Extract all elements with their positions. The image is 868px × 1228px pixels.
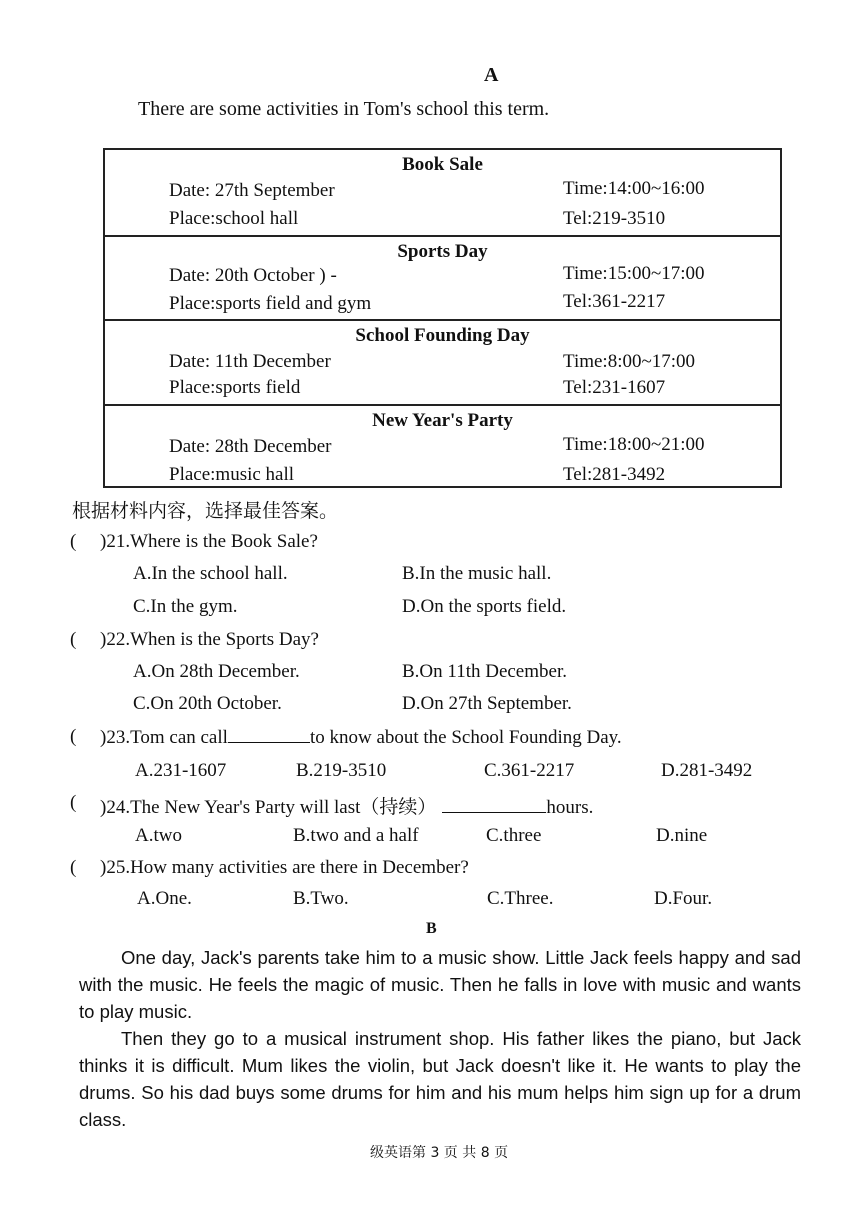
activities-table xyxy=(103,148,782,488)
passage-paragraph: Then they go to a musical instrument shop. His father likes the piano, but Jack thinks it is difficult. Mum likes the violin, but Jack doesn't like it. He wants to play the drums. So his dad buys some drums for him and his mum helps him sign up for a drum class. xyxy=(79,1028,801,1130)
question-paren: ( xyxy=(70,726,77,747)
question-stem xyxy=(100,792,593,819)
activity-date: Date: 28th December xyxy=(169,436,332,457)
activity-name: School Founding Day xyxy=(355,325,530,346)
option[interactable]: B.219-3510 xyxy=(296,760,387,781)
activity-tel: Tel:281-3492 xyxy=(563,464,666,485)
option[interactable]: C.Three. xyxy=(487,888,554,909)
question-stem-after: to know about the School Founding Day. xyxy=(309,727,622,748)
activity-time: Time:18:00~21:00 xyxy=(563,434,705,455)
activity-name: New Year's Party xyxy=(372,410,513,431)
activity-place: Place:sports field xyxy=(169,377,301,398)
section-a-title: A xyxy=(484,64,499,86)
activity-row xyxy=(105,150,780,235)
section-b-title: B xyxy=(426,920,437,937)
option[interactable]: C.361-2217 xyxy=(484,760,575,781)
answer-blank[interactable] xyxy=(442,796,546,813)
option[interactable]: D.On the sports field. xyxy=(402,596,567,617)
question-stem: )22.When is the Sports Day? xyxy=(100,629,319,650)
activity-tel: Tel:361-2217 xyxy=(563,291,666,312)
activity-name: Sports Day xyxy=(397,241,488,262)
question-stem: )21.Where is the Book Sale? xyxy=(100,531,318,552)
option[interactable]: B.Two. xyxy=(293,888,349,909)
activity-date: Date: 20th October ) - xyxy=(169,265,337,286)
option[interactable]: D.On 27th September. xyxy=(402,693,572,714)
activity-place: Place:music hall xyxy=(169,464,295,485)
section-a-intro: There are some activities in Tom's school this term. xyxy=(138,98,550,120)
option[interactable]: C.In the gym. xyxy=(133,596,238,617)
question-stem-after: hours. xyxy=(546,797,594,818)
question-stem-before: )24.The New Year's Party will last（持续） xyxy=(100,797,437,818)
option[interactable]: D.281-3492 xyxy=(661,760,753,781)
question-stem-before: )23.Tom can call xyxy=(100,727,228,748)
question-paren: ( xyxy=(70,792,77,813)
activity-tel: Tel:219-3510 xyxy=(563,208,666,229)
option[interactable]: B.In the music hall. xyxy=(402,563,552,584)
question-paren: ( xyxy=(70,857,77,878)
question-paren: ( xyxy=(70,531,77,552)
activity-time: Time:15:00~17:00 xyxy=(563,263,705,284)
option[interactable]: B.two and a half xyxy=(293,825,419,846)
activity-row xyxy=(105,319,780,404)
option[interactable]: A.In the school hall. xyxy=(133,563,288,584)
option[interactable]: A.On 28th December. xyxy=(133,661,300,682)
option[interactable]: B.On 11th December. xyxy=(402,661,567,682)
option[interactable]: C.On 20th October. xyxy=(133,693,282,714)
activity-time: Time:14:00~16:00 xyxy=(563,178,705,199)
option[interactable]: A.two xyxy=(135,825,182,846)
page-footer: 级英语第 3 页 共 8 页 xyxy=(370,1145,509,1161)
activity-date: Date: 11th December xyxy=(169,351,331,372)
activity-row xyxy=(105,235,780,319)
activity-tel: Tel:231-1607 xyxy=(563,377,666,398)
section-b-passage xyxy=(79,944,801,1133)
activity-place: Place:sports field and gym xyxy=(169,293,372,314)
answer-blank[interactable] xyxy=(228,726,310,743)
question-stem: )25.How many activities are there in December? xyxy=(100,857,469,878)
option[interactable]: C.three xyxy=(486,825,542,846)
question-stem xyxy=(100,726,622,749)
instruction: 根据材料内容，选择最佳答案。 xyxy=(72,500,339,522)
option[interactable]: A.One. xyxy=(137,888,192,909)
activity-date: Date: 27th September xyxy=(169,180,335,201)
activity-row xyxy=(105,404,780,488)
option[interactable]: D.Four. xyxy=(654,888,713,909)
option[interactable]: A.231-1607 xyxy=(135,760,227,781)
option[interactable]: D.nine xyxy=(656,825,708,846)
activity-time: Time:8:00~17:00 xyxy=(563,351,696,372)
activity-name: Book Sale xyxy=(402,154,483,175)
question-paren: ( xyxy=(70,629,77,650)
passage-paragraph: One day, Jack's parents take him to a music show. Little Jack feels happy and sad with the music. He feels the magic of music. Then he falls in love with music and wants to play music. xyxy=(79,947,801,1022)
activity-place: Place:school hall xyxy=(169,208,299,229)
